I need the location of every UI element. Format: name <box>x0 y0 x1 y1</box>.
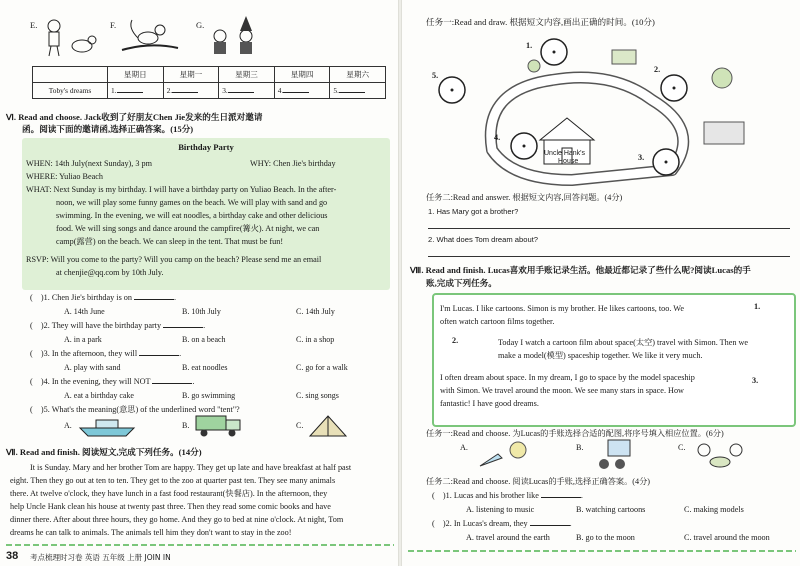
q4-option-b[interactable]: B. go swimming <box>182 391 236 400</box>
q2-option-c[interactable]: C. in a shop <box>296 335 335 344</box>
journal-line: Today I watch a cartoon film about space(太空) travel with Simon. Then we <box>498 338 749 347</box>
invitation-what-line: camp(露营) on the beach. We can sleep in the tent. That must be fun! <box>56 237 284 246</box>
s8-q2-option-a[interactable]: A. travel around the earth <box>466 533 550 542</box>
table-header-cell: 星期六 <box>330 67 386 83</box>
route-map-diagram <box>422 30 792 190</box>
section-7-title: Ⅶ. Read and finish. 阅读短文,完成下列任务。(14分) <box>6 447 202 457</box>
q2-option-a[interactable]: A. in a park <box>64 335 102 344</box>
task-2-title: 任务二:Read and answer. 根据短文内容,回答问题。(4分) <box>426 193 623 202</box>
birthday-invitation-card <box>22 138 390 290</box>
journal-line: make a model(模型) spaceship together. We like it very much. <box>498 351 703 360</box>
s8-question-1: ( )1. Lucas and his brother like . <box>432 491 583 500</box>
table-header-cell: 星期四 <box>274 67 330 83</box>
journal-mark-3: 3. <box>752 376 759 385</box>
rocket-to-moon-picture <box>474 440 530 470</box>
invitation-what-line: food. We will sing songs and dance around the campfire(篝火). At night, we can <box>56 224 320 233</box>
answer-blank-1[interactable]: 1. <box>108 83 164 99</box>
house-label: Uncle Hank's <box>544 150 586 157</box>
invitation-rsvp-line: at chenjie@qq.com by 10th July. <box>56 268 164 277</box>
question-1: ( )1. Chen Jie's birthday is on . <box>30 293 177 302</box>
clock-label-1: 1. <box>526 41 533 50</box>
q1-option-b[interactable]: B. 10th July <box>182 307 221 316</box>
clock-4-icon <box>511 133 537 159</box>
clock-3-icon <box>653 149 679 175</box>
clock-5-icon <box>439 77 465 103</box>
q5-option-c[interactable]: C. <box>296 421 304 430</box>
q4-option-a[interactable]: A. eat a birthday cake <box>64 391 134 400</box>
footer-divider <box>6 544 394 546</box>
journal-line: often watch cartoon films together. <box>440 317 555 326</box>
section-8-task-2-title: 任务二:Read and choose. 阅读Lucas的手账,选择正确答案。(4分) <box>426 477 650 486</box>
right-page <box>402 0 800 566</box>
invitation-where: WHERE: Yuliao Beach <box>26 172 103 181</box>
invitation-rsvp-line: RSVP: Will you come to the party? Will you camp on the beach? Please send me an email <box>26 255 322 264</box>
s8-q1-option-b[interactable]: B. watching cartoons <box>576 505 646 514</box>
passage-line: help Uncle Hank clean his house at twenty past three. Then they read some comic books and have <box>10 502 331 511</box>
s8-q1-option-c[interactable]: C. making models <box>684 505 744 514</box>
question-5: ( )5. What's the meaning(意思) of the underlined word "tent"? <box>30 405 240 414</box>
answer-blank-5[interactable]: 5. <box>330 83 386 99</box>
answer-line-2[interactable] <box>428 256 790 257</box>
picture-label-f: F. <box>110 20 117 30</box>
passage-line: dreams he can talk to animals. The animals tell him they don't want to stay in the zoo! <box>10 528 292 537</box>
s8-question-2: ( )2. In Lucas's dream, they . <box>432 519 572 528</box>
table-header-cell: 星期三 <box>219 67 275 83</box>
kids-making-model-picture <box>692 438 748 472</box>
journal-mark-2: 2. <box>452 336 459 345</box>
picture-label-g: G. <box>196 20 205 30</box>
clock-1-icon <box>541 39 567 65</box>
invitation-what-line: noon, we will play some funny games on the beach. We will play with sand and go <box>56 198 328 207</box>
lucas-journal-box <box>432 293 796 427</box>
answer-blank-4[interactable]: 4. <box>274 83 330 99</box>
picture-label-e: E. <box>30 20 38 30</box>
q3-option-b[interactable]: B. eat noodles <box>182 363 228 372</box>
table-header-cell: 星期日 <box>108 67 164 83</box>
invitation-title: Birthday Party <box>178 142 234 152</box>
footer-divider-right <box>408 550 796 552</box>
clock-2-icon <box>661 75 687 101</box>
picture-option-a[interactable]: A. <box>460 443 468 452</box>
journal-line: fantastic! I have good dreams. <box>440 399 539 408</box>
clock-label-4: 4. <box>494 133 501 142</box>
boy-with-dog-picture <box>40 16 100 58</box>
row-label: Toby's dreams <box>33 83 108 99</box>
question-3: ( )3. In the afternoon, they will . <box>30 349 182 358</box>
invitation-when: WHEN: 14th July(next Sunday), 3 pm <box>26 159 152 168</box>
table-row <box>33 83 386 99</box>
task-2-question-2: 2. What does Tom dream about? <box>428 235 539 244</box>
invitation-what-line: WHAT: Next Sunday is my birthday. I will have a birthday party on Yuliao Beach. In the after- <box>26 185 337 194</box>
invitation-what-line: swimming. In the evening, we will eat noodles, a birthday cake and other delicious <box>56 211 328 220</box>
journal-mark-1: 1. <box>754 302 761 311</box>
section-6-title-cont: 函。阅读下面的邀请函,选择正确答案。(15分) <box>22 124 194 134</box>
answer-blank-3[interactable]: 3. <box>219 83 275 99</box>
q2-option-b[interactable]: B. on a beach <box>182 335 226 344</box>
table-header-cell: 星期一 <box>163 67 219 83</box>
table-header-cell <box>33 67 108 83</box>
passage-line: It is Sunday. Mary and her brother Tom are happy. They get up late and have breakfast at half past <box>30 463 352 472</box>
task-2-question-1: 1. Has Mary got a brother? <box>428 207 519 216</box>
section-8-task-1-title: 任务一:Read and choose. 为Lucas的手账选择合适的配图,将序号填入相应位置。(6分) <box>426 429 724 438</box>
question-4: ( )4. In the evening, they will NOT . <box>30 377 195 386</box>
q3-option-c[interactable]: C. go for a walk <box>296 363 348 372</box>
children-with-witch-hat-picture <box>206 14 266 58</box>
s8-q2-option-b[interactable]: B. go to the moon <box>576 533 635 542</box>
journal-line: with Simon. We travel around the moon. We see many stars in space. How <box>440 386 684 395</box>
answer-line-1[interactable] <box>428 228 790 229</box>
picture-option-b[interactable]: B. <box>576 443 584 452</box>
invitation-why: WHY: Chen Jie's birthday <box>250 159 336 168</box>
q5-option-b[interactable]: B. <box>182 421 190 430</box>
toby-dreams-table <box>32 66 386 99</box>
section-8-title: Ⅷ. Read and finish. Lucas喜欢用手账记录生活。他最近都记录了些什么呢?阅读Lucas的手 <box>410 265 751 275</box>
table-header-row <box>33 67 386 83</box>
task-1-title: 任务一:Read and draw. 根据短文内容,画出正确的时间。(10分) <box>426 17 655 27</box>
passage-line: there. At twelve o'clock, they have lunch in a fast food restaurant(快餐店). In the afternoon, they <box>10 489 328 498</box>
kids-watching-tv-picture <box>590 438 646 472</box>
q1-option-a[interactable]: A. 14th June <box>64 307 105 316</box>
truck-picture <box>194 412 244 438</box>
page-number: 38 <box>6 550 19 562</box>
answer-blank-2[interactable]: 2. <box>163 83 219 99</box>
cat-on-branch-picture <box>120 14 180 58</box>
clock-label-2: 2. <box>654 65 661 74</box>
clock-label-3: 3. <box>638 153 645 162</box>
question-2: ( )2. They will have the birthday party . <box>30 321 206 330</box>
q5-option-a[interactable]: A. <box>64 421 72 430</box>
picture-option-c[interactable]: C. <box>678 443 686 452</box>
passage-line: dinner there. After about three hours, they go home. And they go to bed at nine o'clock. At night, Tom <box>10 515 344 524</box>
clock-label-5: 5. <box>432 71 439 80</box>
footer-text: 考点梳理时习卷 英语 五年级 上册 JOIN IN <box>30 553 171 562</box>
tent-picture <box>306 412 350 438</box>
q1-option-c[interactable]: C. 14th July <box>296 307 335 316</box>
q3-option-a[interactable]: A. play with sand <box>64 363 121 372</box>
s8-q2-option-c[interactable]: C. travel around the moon <box>684 533 770 542</box>
passage-line: eight. Then they go out at ten to ten. They get to the zoo at quarter past ten. They see many animals <box>10 476 336 485</box>
q4-option-c[interactable]: C. sing songs <box>296 391 339 400</box>
journal-line: I'm Lucas. I like cartoons. Simon is my brother. He likes cartoons, too. We <box>440 304 684 313</box>
left-page <box>0 0 398 566</box>
s8-q1-option-a[interactable]: A. listening to music <box>466 505 535 514</box>
house-label-2: House <box>558 158 579 165</box>
section-8-title-cont: 账,完成下列任务。 <box>426 278 497 288</box>
section-6-title: Ⅵ. Read and choose. Jack收到了好朋友Chen Jie发来的生日派对邀请 <box>6 112 263 122</box>
boat-picture <box>78 414 138 438</box>
journal-line: I often dream about space. In my dream, I go to space by the model spaceship <box>440 373 695 382</box>
